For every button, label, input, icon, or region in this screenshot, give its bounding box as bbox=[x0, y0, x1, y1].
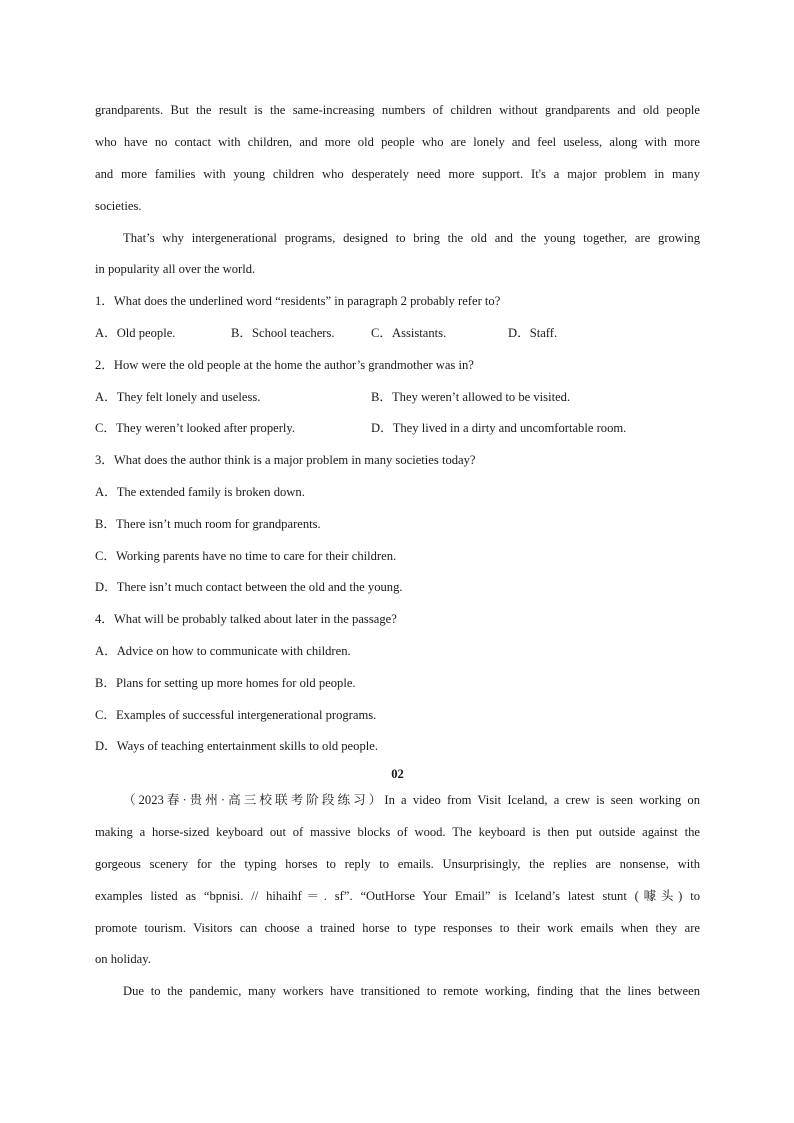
passage-line: grandparents. But the result is the same-increasing numbers of children without grandparents and old people bbox=[95, 103, 700, 117]
passage-line: who have no contact with children, and more old people who are lonely and feel useless, along with more bbox=[95, 135, 700, 149]
answer-option: D．Ways of teaching entertainment skills to old people. bbox=[95, 739, 378, 753]
answer-option: A．Old people. bbox=[95, 326, 176, 340]
answer-option: C．Examples of successful intergenerational programs. bbox=[95, 708, 377, 722]
answer-option: A．The extended family is broken down. bbox=[95, 485, 305, 499]
answer-option: B．School teachers. bbox=[231, 326, 335, 340]
answer-option: C．Working parents have no time to care for their children. bbox=[95, 549, 397, 563]
answer-option: C．They weren’t looked after properly. bbox=[95, 421, 296, 435]
answer-option: A．They felt lonely and useless. bbox=[95, 390, 261, 404]
answer-option: A．Advice on how to communicate with children. bbox=[95, 644, 351, 658]
answer-option: D．They lived in a dirty and uncomfortable room. bbox=[371, 421, 627, 435]
question-stem: 2．How were the old people at the home the author’s grandmother was in? bbox=[95, 358, 474, 372]
passage-line: Due to the pandemic, many workers have transitioned to remote working, finding that the lines between bbox=[123, 984, 700, 998]
answer-option: B．They weren’t allowed to be visited. bbox=[371, 390, 571, 404]
passage-line: gorgeous scenery for the typing horses to reply to emails. Unsurprisingly, the replies are nonsense, with bbox=[95, 857, 700, 871]
passage-line: making a horse-sized keyboard out of massive blocks of wood. The keyboard is then put outside against the bbox=[95, 825, 700, 839]
answer-option: D．Staff. bbox=[508, 326, 558, 340]
answer-option: D．There isn’t much contact between the old and the young. bbox=[95, 580, 403, 594]
passage-line: （2023春·贵州·高三校联考阶段练习）In a video from Visit Iceland, a crew is seen working on bbox=[123, 793, 700, 807]
passage-line: societies. bbox=[95, 199, 142, 213]
passage-line: in popularity all over the world. bbox=[95, 262, 256, 276]
passage-line: on holiday. bbox=[95, 952, 151, 966]
question-stem: 3．What does the author think is a major problem in many societies today? bbox=[95, 453, 476, 467]
question-stem: 4．What will be probably talked about later in the passage? bbox=[95, 612, 397, 626]
passage-line: and more families with young children who desperately need more support. It's a major problem in many bbox=[95, 167, 700, 181]
section-heading: 02 bbox=[391, 767, 404, 781]
passage-line: That’s why intergenerational programs, designed to bring the old and the young together, are growing bbox=[123, 231, 700, 245]
answer-option: C．Assistants. bbox=[371, 326, 447, 340]
passage-line: promote tourism. Visitors can choose a trained horse to type responses to their work emails when they are bbox=[95, 921, 700, 935]
passage-line: examples listed as “bpnisi. // hihaihf＝. sf”. “OutHorse Your Email” is Iceland’s latest stunt (噱头) to bbox=[95, 889, 700, 903]
answer-option: B．Plans for setting up more homes for old people. bbox=[95, 676, 356, 690]
question-stem: 1．What does the underlined word “residents” in paragraph 2 probably refer to? bbox=[95, 294, 501, 308]
answer-option: B．There isn’t much room for grandparents. bbox=[95, 517, 321, 531]
